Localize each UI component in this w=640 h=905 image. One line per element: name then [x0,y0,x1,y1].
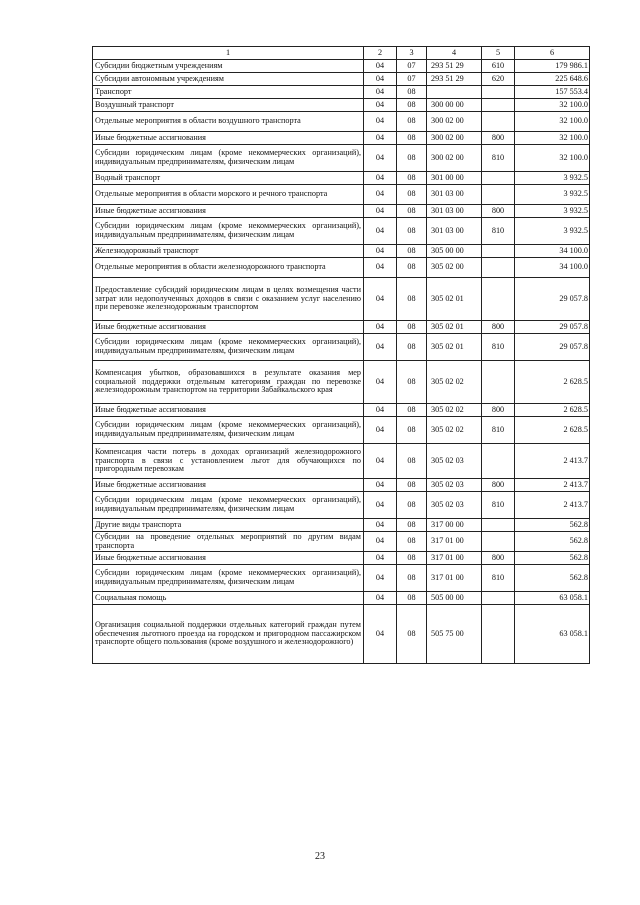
row-csr-cell: 317 00 00 [427,519,482,532]
row-podrazdel-cell: 08 [397,552,427,565]
row-razdel-cell: 04 [364,552,397,565]
row-name-cell: Компенсация части потерь в доходах организаций железнодорожного транспорта в связи с установлением льгот для обучающихся по пригородным перевозкам [93,444,364,479]
row-vr-cell: 810 [482,218,515,245]
row-razdel-cell: 04 [364,172,397,185]
table-row [93,334,590,361]
row-vr-cell [482,185,515,205]
row-sum-cell: 2 413.7 [515,479,590,492]
row-csr-cell: 305 02 03 [427,492,482,519]
row-razdel-cell: 04 [364,479,397,492]
row-name-cell: Субсидии юридическим лицам (кроме некоммерческих организаций), индивидуальным предпринимателям, физическим лицам [93,334,364,361]
table-row [93,565,590,592]
row-csr-cell: 505 75 00 [427,605,482,664]
table-body [93,47,590,664]
row-podrazdel-cell: 08 [397,185,427,205]
row-razdel-cell: 04 [364,86,397,99]
row-podrazdel-cell: 08 [397,205,427,218]
row-sum-cell: 3 932.5 [515,172,590,185]
row-csr-cell: 293 51 29 [427,73,482,86]
row-razdel-cell: 04 [364,321,397,334]
row-name-cell: Иные бюджетные ассигнования [93,321,364,334]
row-podrazdel-cell: 08 [397,417,427,444]
row-podrazdel-cell: 08 [397,444,427,479]
row-sum-cell: 562.8 [515,532,590,552]
row-vr-cell: 810 [482,492,515,519]
row-sum-cell: 2 628.5 [515,361,590,404]
row-razdel-cell: 04 [364,278,397,321]
row-vr-cell: 800 [482,404,515,417]
row-sum-cell: 3 932.5 [515,205,590,218]
row-name-cell: Отдельные мероприятия в области морского и речного транспорта [93,185,364,205]
row-vr-cell: 610 [482,60,515,73]
row-podrazdel-cell: 08 [397,404,427,417]
row-sum-cell: 29 057.8 [515,278,590,321]
row-sum-cell: 562.8 [515,519,590,532]
row-name-cell: Отдельные мероприятия в области воздушного транспорта [93,112,364,132]
row-vr-cell: 800 [482,321,515,334]
row-razdel-cell: 04 [364,145,397,172]
row-sum-cell: 32 100.0 [515,112,590,132]
row-sum-cell: 34 100.0 [515,245,590,258]
row-razdel-cell: 04 [364,99,397,112]
row-sum-cell: 562.8 [515,565,590,592]
row-vr-cell [482,605,515,664]
header-cell: 5 [482,47,515,60]
table-row [93,132,590,145]
row-name-cell: Субсидии юридическим лицам (кроме некоммерческих организаций), индивидуальным предпринимателям, физическим лицам [93,565,364,592]
row-vr-cell: 800 [482,205,515,218]
row-vr-cell [482,245,515,258]
row-name-cell: Субсидии на проведение отдельных мероприятий по другим видам транспорта [93,532,364,552]
row-vr-cell: 810 [482,417,515,444]
row-csr-cell: 305 02 01 [427,321,482,334]
header-cell: 4 [427,47,482,60]
row-podrazdel-cell: 08 [397,605,427,664]
row-name-cell: Иные бюджетные ассигнования [93,404,364,417]
row-vr-cell: 800 [482,479,515,492]
table-row [93,532,590,552]
row-name-cell: Социальная помощь [93,592,364,605]
row-podrazdel-cell: 08 [397,172,427,185]
row-sum-cell: 63 058.1 [515,605,590,664]
table-header-row [93,47,590,60]
row-podrazdel-cell: 08 [397,258,427,278]
table-row [93,245,590,258]
row-vr-cell [482,532,515,552]
row-name-cell: Иные бюджетные ассигнования [93,205,364,218]
table-row [93,361,590,404]
row-razdel-cell: 04 [364,592,397,605]
row-name-cell: Транспорт [93,86,364,99]
row-vr-cell [482,112,515,132]
row-sum-cell: 32 100.0 [515,99,590,112]
row-csr-cell: 317 01 00 [427,565,482,592]
row-csr-cell: 300 02 00 [427,132,482,145]
table-row [93,258,590,278]
row-podrazdel-cell: 08 [397,492,427,519]
row-name-cell: Отдельные мероприятия в области железнодорожного транспорта [93,258,364,278]
table-row [93,205,590,218]
row-name-cell: Воздушный транспорт [93,99,364,112]
row-vr-cell: 810 [482,145,515,172]
row-podrazdel-cell: 08 [397,334,427,361]
table-row [93,404,590,417]
row-razdel-cell: 04 [364,492,397,519]
row-name-cell: Субсидии бюджетным учреждениям [93,60,364,73]
row-vr-cell: 810 [482,565,515,592]
table-row [93,218,590,245]
table-row [93,185,590,205]
row-name-cell: Предоставление субсидий юридическим лицам в целях возмещения части затрат или недополученных доходов в связи с оказанием услуг населению при перевозке железнодорожным транспортом [93,278,364,321]
row-name-cell: Железнодорожный транспорт [93,245,364,258]
row-podrazdel-cell: 07 [397,73,427,86]
row-name-cell: Иные бюджетные ассигнования [93,479,364,492]
row-name-cell: Иные бюджетные ассигнования [93,132,364,145]
row-csr-cell: 505 00 00 [427,592,482,605]
row-razdel-cell: 04 [364,73,397,86]
row-vr-cell [482,519,515,532]
row-sum-cell: 2 413.7 [515,444,590,479]
row-podrazdel-cell: 08 [397,532,427,552]
row-csr-cell: 305 00 00 [427,245,482,258]
row-podrazdel-cell: 08 [397,112,427,132]
row-csr-cell: 305 02 03 [427,444,482,479]
table-row [93,492,590,519]
row-sum-cell: 225 648.6 [515,73,590,86]
table-row [93,321,590,334]
table-row [93,112,590,132]
row-vr-cell [482,592,515,605]
table-row [93,417,590,444]
row-csr-cell: 317 01 00 [427,552,482,565]
table-row [93,552,590,565]
row-vr-cell [482,86,515,99]
table-row [93,73,590,86]
row-podrazdel-cell: 08 [397,321,427,334]
table-row [93,86,590,99]
row-sum-cell: 3 932.5 [515,185,590,205]
row-csr-cell: 305 02 02 [427,417,482,444]
row-csr-cell: 301 03 00 [427,185,482,205]
table-row [93,444,590,479]
row-csr-cell: 301 03 00 [427,205,482,218]
row-sum-cell: 2 413.7 [515,492,590,519]
row-sum-cell: 29 057.8 [515,321,590,334]
row-vr-cell [482,258,515,278]
row-csr-cell: 301 03 00 [427,218,482,245]
row-vr-cell: 800 [482,132,515,145]
row-name-cell: Субсидии юридическим лицам (кроме некоммерческих организаций), индивидуальным предпринимателям, физическим лицам [93,145,364,172]
row-podrazdel-cell: 08 [397,218,427,245]
row-csr-cell: 300 00 00 [427,99,482,112]
row-name-cell: Субсидии юридическим лицам (кроме некоммерческих организаций), индивидуальным предпринимателям, физическим лицам [93,218,364,245]
table-row [93,99,590,112]
row-csr-cell: 305 02 00 [427,258,482,278]
row-razdel-cell: 04 [364,205,397,218]
row-csr-cell [427,86,482,99]
row-sum-cell: 179 986.1 [515,60,590,73]
row-name-cell: Субсидии автономным учреждениям [93,73,364,86]
header-cell: 2 [364,47,397,60]
row-podrazdel-cell: 08 [397,278,427,321]
header-cell: 1 [93,47,364,60]
row-razdel-cell: 04 [364,565,397,592]
row-sum-cell: 2 628.5 [515,417,590,444]
table-row [93,145,590,172]
row-name-cell: Водный транспорт [93,172,364,185]
row-razdel-cell: 04 [364,132,397,145]
row-razdel-cell: 04 [364,112,397,132]
row-name-cell: Другие виды транспорта [93,519,364,532]
row-razdel-cell: 04 [364,361,397,404]
row-vr-cell: 800 [482,552,515,565]
row-csr-cell: 293 51 29 [427,60,482,73]
table-row [93,605,590,664]
row-sum-cell: 2 628.5 [515,404,590,417]
row-razdel-cell: 04 [364,245,397,258]
row-sum-cell: 3 932.5 [515,218,590,245]
row-podrazdel-cell: 08 [397,86,427,99]
row-vr-cell [482,278,515,321]
row-podrazdel-cell: 08 [397,479,427,492]
row-vr-cell [482,361,515,404]
row-csr-cell: 301 00 00 [427,172,482,185]
row-csr-cell: 300 02 00 [427,112,482,132]
header-cell: 6 [515,47,590,60]
row-podrazdel-cell: 08 [397,361,427,404]
row-sum-cell: 562.8 [515,552,590,565]
row-podrazdel-cell: 08 [397,99,427,112]
row-name-cell: Иные бюджетные ассигнования [93,552,364,565]
row-sum-cell: 32 100.0 [515,145,590,172]
row-razdel-cell: 04 [364,258,397,278]
row-name-cell: Субсидии юридическим лицам (кроме некоммерческих организаций), индивидуальным предпринимателям, физическим лицам [93,417,364,444]
row-podrazdel-cell: 08 [397,245,427,258]
table-row [93,60,590,73]
row-sum-cell: 29 057.8 [515,334,590,361]
row-podrazdel-cell: 08 [397,592,427,605]
row-razdel-cell: 04 [364,185,397,205]
row-sum-cell: 63 058.1 [515,592,590,605]
row-csr-cell: 305 02 02 [427,361,482,404]
row-razdel-cell: 04 [364,334,397,361]
row-podrazdel-cell: 08 [397,145,427,172]
row-csr-cell: 300 02 00 [427,145,482,172]
row-name-cell: Субсидии юридическим лицам (кроме некоммерческих организаций), индивидуальным предпринимателям, физическим лицам [93,492,364,519]
row-podrazdel-cell: 08 [397,132,427,145]
row-podrazdel-cell: 08 [397,519,427,532]
table-row [93,592,590,605]
header-cell: 3 [397,47,427,60]
row-podrazdel-cell: 08 [397,565,427,592]
row-razdel-cell: 04 [364,60,397,73]
row-csr-cell: 305 02 02 [427,404,482,417]
row-razdel-cell: 04 [364,417,397,444]
row-vr-cell: 620 [482,73,515,86]
table-row [93,519,590,532]
table-row [93,479,590,492]
row-csr-cell: 305 02 01 [427,278,482,321]
row-sum-cell: 157 553.4 [515,86,590,99]
row-vr-cell [482,444,515,479]
row-razdel-cell: 04 [364,532,397,552]
row-name-cell: Компенсация убытков, образовавшихся в результате оказания мер социальной поддержки отдельным категориям граждан по перевозке железнодорожным транспортом на территории Забайкальского края [93,361,364,404]
row-podrazdel-cell: 07 [397,60,427,73]
row-csr-cell: 305 02 01 [427,334,482,361]
row-csr-cell: 317 01 00 [427,532,482,552]
row-razdel-cell: 04 [364,404,397,417]
row-razdel-cell: 04 [364,519,397,532]
row-sum-cell: 32 100.0 [515,132,590,145]
page-number: 23 [315,851,325,862]
row-vr-cell [482,99,515,112]
budget-table [92,46,590,664]
row-vr-cell [482,172,515,185]
row-sum-cell: 34 100.0 [515,258,590,278]
row-razdel-cell: 04 [364,218,397,245]
row-name-cell: Организация социальной поддержки отдельных категорий граждан путем обеспечения льготного проезда на городском и пригородном пассажирском транспорте общего пользования (кроме воздушного и железнодорожного) [93,605,364,664]
row-razdel-cell: 04 [364,444,397,479]
row-csr-cell: 305 02 03 [427,479,482,492]
table-row [93,172,590,185]
row-razdel-cell: 04 [364,605,397,664]
table-row [93,278,590,321]
row-vr-cell: 810 [482,334,515,361]
